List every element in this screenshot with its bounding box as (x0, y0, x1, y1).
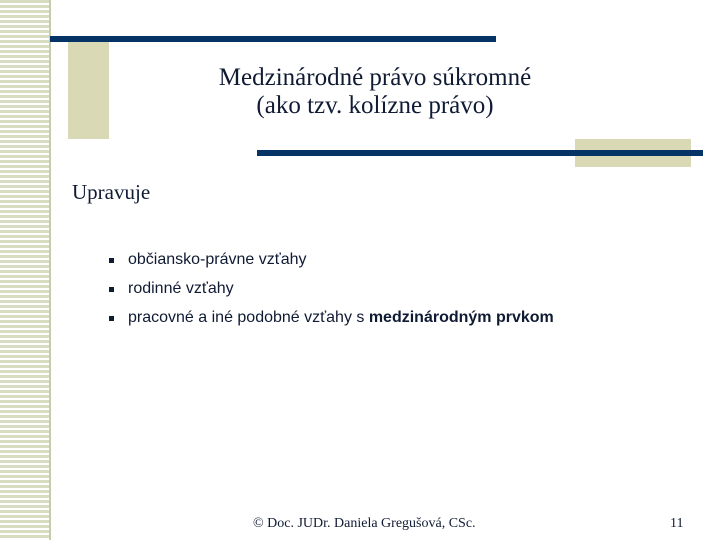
decorative-stripes (0, 0, 51, 540)
bullet-square-icon (109, 258, 114, 263)
bullet-square-icon (109, 287, 114, 292)
title-line-2: (ako tzv. kolízne právo) (256, 92, 494, 119)
decorative-bar-top (50, 36, 496, 42)
decorative-bar-bottom (257, 150, 703, 156)
title-line-1: Medzinárodné právo súkromné (218, 64, 532, 91)
decorative-block-left (68, 38, 109, 139)
page-number: 11 (670, 516, 684, 531)
bullet-text: občiansko-právne vzťahy (128, 251, 307, 268)
bullet-bold-text: medzinárodným prvkom (368, 309, 554, 326)
footer-author: © Doc. JUDr. Daniela Gregušová, CSc. (253, 516, 476, 531)
bullet-text-wrapper (128, 306, 554, 330)
bullet-text: pracovné a iné podobné vzťahy s (128, 309, 369, 326)
section-heading: Upravuje (72, 180, 151, 204)
bullet-text: rodinné vzťahy (128, 280, 234, 297)
bullet-square-icon (109, 316, 114, 321)
slide-title (190, 64, 560, 120)
